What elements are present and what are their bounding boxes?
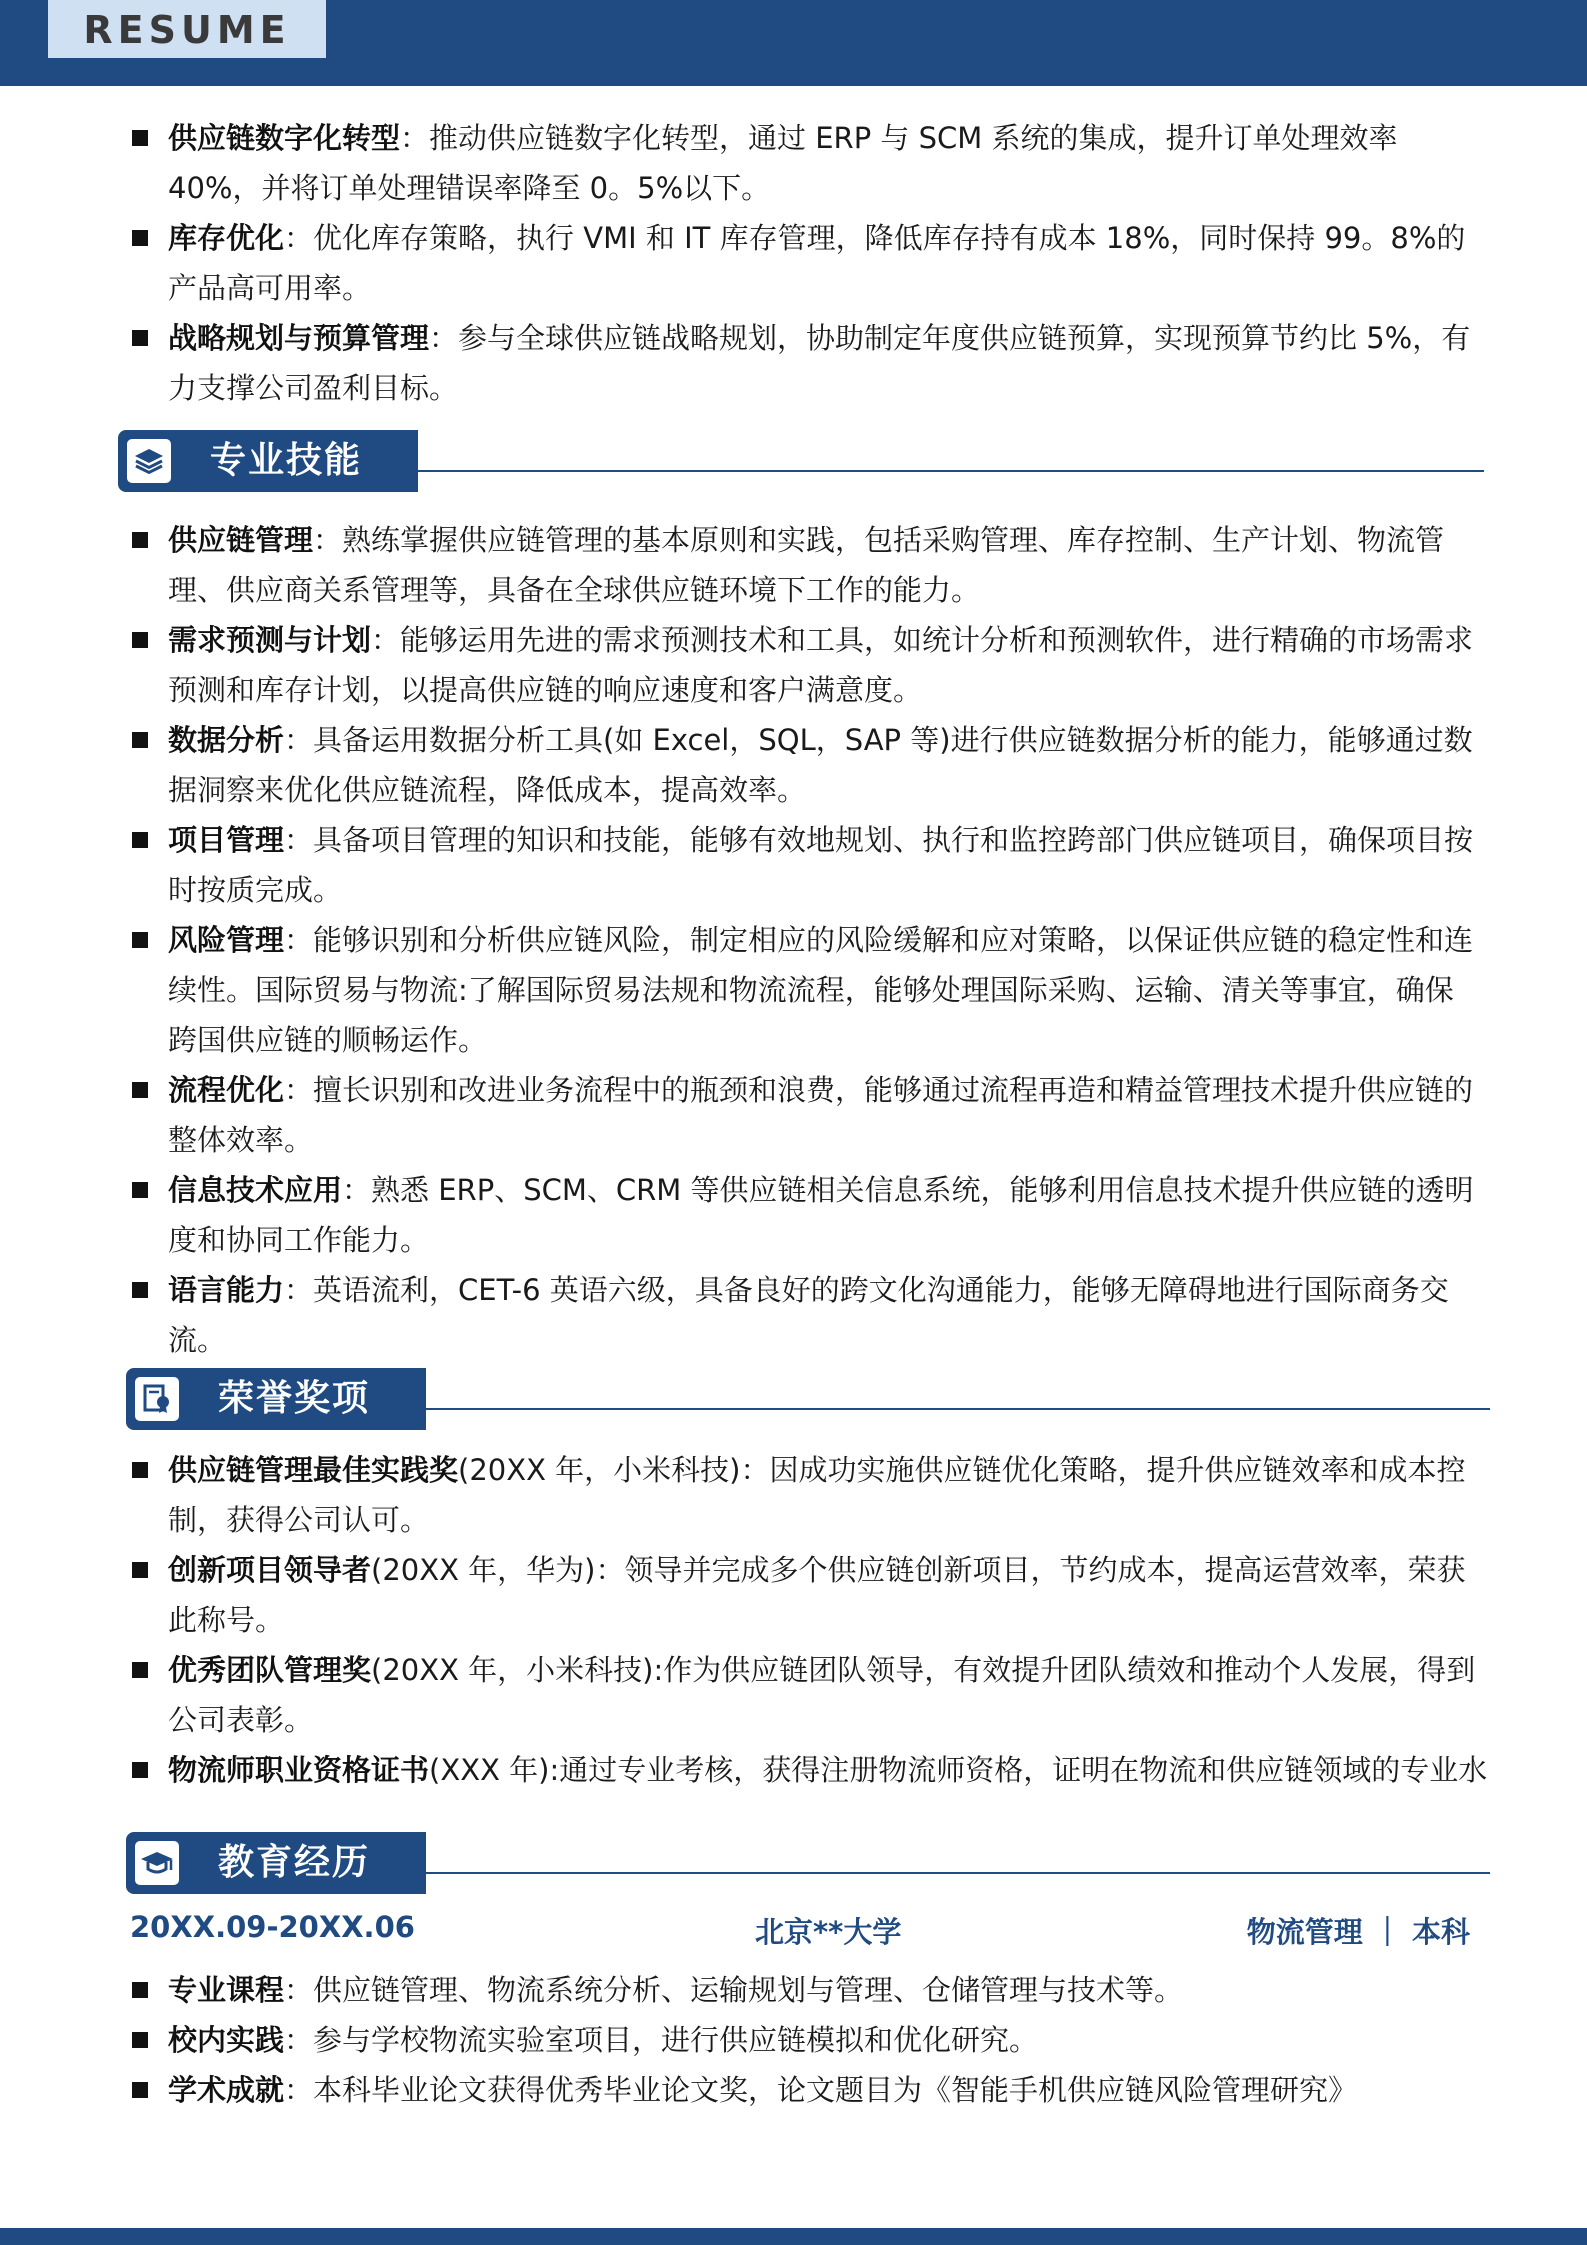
item-title: 专业课程 — [168, 1973, 285, 2007]
item-text: ：优化库存策略，执行 VMI 和 IT 库存管理，降低库存持有成本 18%，同时保持 99。8%的产品高可用率。 — [168, 221, 1466, 305]
education-list — [130, 1965, 1480, 2115]
list-item — [130, 1265, 1480, 1365]
section-title: 专业技能 — [210, 440, 363, 481]
item-title: 学术成就 — [168, 2073, 285, 2107]
item-text: ：熟练掌握供应链管理的基本原则和实践，包括采购管理、库存控制、生产计划、物流管理、供应商关系管理等，具备在全球供应链环境下工作的能力。 — [168, 523, 1445, 607]
item-text: (20XX 年，华为)：领导并完成多个供应链创新项目，节约成本，提高运营效率，荣获此称号。 — [168, 1553, 1466, 1637]
section-divider — [418, 470, 1484, 472]
bullet-square-icon — [132, 2082, 148, 2098]
item-title: 战略规划与预算管理 — [168, 321, 430, 355]
item-title: 流程优化 — [168, 1073, 285, 1107]
item-text: ：参与全球供应链战略规划，协助制定年度供应链预算，实现预算节约比 5%，有力支撑公司盈利目标。 — [168, 321, 1471, 405]
item-title: 物流师职业资格证书 — [168, 1753, 430, 1787]
item-text: ：本科毕业论文获得优秀毕业论文奖，论文题目为《智能手机供应链风险管理研究》 — [284, 2073, 1358, 2107]
item-title: 项目管理 — [168, 823, 285, 857]
bullet-square-icon — [132, 732, 148, 748]
bullet-square-icon — [132, 330, 148, 346]
list-item — [130, 715, 1480, 815]
honors-list — [130, 1445, 1488, 1795]
bullet-square-icon — [132, 932, 148, 948]
item-text: ：具备项目管理的知识和技能，能够有效地规划、执行和监控跨部门供应链项目，确保项目按时按质完成。 — [168, 823, 1474, 907]
list-item — [130, 2065, 1480, 2115]
list-item — [130, 1745, 1488, 1795]
list-item — [130, 1645, 1480, 1745]
section-title: 荣誉奖项 — [218, 1378, 371, 1419]
work-bullets — [130, 113, 1480, 413]
list-item — [130, 213, 1480, 313]
bullet-square-icon — [132, 1662, 148, 1678]
item-text: (20XX 年，小米科技):作为供应链团队领导，有效提升团队绩效和推动个人发展，得到公司表彰。 — [168, 1653, 1476, 1737]
item-title: 信息技术应用 — [168, 1173, 343, 1207]
list-item — [130, 1545, 1480, 1645]
bullet-square-icon — [132, 130, 148, 146]
item-title: 数据分析 — [168, 723, 285, 757]
item-text: (20XX 年，小米科技)：因成功实施供应链优化策略，提升供应链效率和成本控制，获得公司认可。 — [168, 1453, 1466, 1537]
bullet-square-icon — [132, 1282, 148, 1298]
bullet-square-icon — [132, 1762, 148, 1778]
item-title: 供应链管理 — [168, 523, 314, 557]
bullet-square-icon — [132, 1082, 148, 1098]
item-text: ：擅长识别和改进业务流程中的瓶颈和浪费，能够通过流程再造和精益管理技术提升供应链的整体效率。 — [168, 1073, 1474, 1157]
bullet-square-icon — [132, 2032, 148, 2048]
item-text: ：具备运用数据分析工具(如 Excel，SQL，SAP 等)进行供应链数据分析的能力，能够通过数据洞察来优化供应链流程，降低成本，提高效率。 — [168, 723, 1473, 807]
item-text: ：熟悉 ERP、SCM、CRM 等供应链相关信息系统，能够利用信息技术提升供应链的透明度和协同工作能力。 — [168, 1173, 1474, 1257]
section-divider — [426, 1408, 1490, 1410]
resume-label: RESUME — [48, 0, 326, 58]
certificate-icon — [132, 1374, 182, 1424]
item-title: 风险管理 — [168, 923, 285, 957]
bullet-square-icon — [132, 632, 148, 648]
list-item — [130, 915, 1480, 1065]
item-text: ：推动供应链数字化转型，通过 ERP 与 SCM 系统的集成，提升订单处理效率 40%，并将订单处理错误率降至 0。5%以下。 — [168, 121, 1398, 205]
bullet-square-icon — [132, 1462, 148, 1478]
bullet-square-icon — [132, 532, 148, 548]
list-item — [130, 815, 1480, 915]
list-item — [130, 515, 1480, 615]
item-title: 优秀团队管理奖 — [168, 1653, 372, 1687]
education-major-degree: 物流管理 ｜ 本科 — [1246, 1915, 1470, 1949]
education-school: 北京**大学 — [755, 1915, 902, 1949]
bullet-square-icon — [132, 1562, 148, 1578]
list-item — [130, 1165, 1480, 1265]
section-divider — [426, 1872, 1490, 1874]
bullet-square-icon — [132, 1182, 148, 1198]
section-tab — [118, 430, 418, 492]
item-text: ：英语流利，CET-6 英语六级，具备良好的跨文化沟通能力，能够无障碍地进行国际商务交流。 — [168, 1273, 1449, 1357]
item-title: 库存优化 — [168, 221, 285, 255]
list-item — [130, 2015, 1480, 2065]
section-header-education — [126, 1832, 1490, 1898]
section-header-skills — [118, 430, 1484, 496]
list-item — [130, 113, 1480, 213]
item-title: 供应链管理最佳实践奖 — [168, 1453, 459, 1487]
item-text: ：供应链管理、物流系统分析、运输规划与管理、仓储管理与技术等。 — [284, 1973, 1184, 2007]
item-title: 校内实践 — [168, 2023, 285, 2057]
list-item — [130, 1065, 1480, 1165]
list-item — [130, 1445, 1480, 1545]
skills-list — [130, 515, 1480, 1365]
top-banner — [0, 0, 1587, 86]
education-header-row — [130, 1910, 1470, 1954]
education-period: 20XX.09-20XX.06 — [130, 1910, 415, 1944]
item-text: ：能够运用先进的需求预测技术和工具，如统计分析和预测软件，进行精确的市场需求预测和库存计划，以提高供应链的响应速度和客户满意度。 — [168, 623, 1474, 707]
list-item — [130, 313, 1480, 413]
item-title: 需求预测与计划 — [168, 623, 372, 657]
list-item — [130, 615, 1480, 715]
bullet-square-icon — [132, 832, 148, 848]
item-text: ：参与学校物流实验室项目，进行供应链模拟和优化研究。 — [284, 2023, 1039, 2057]
bullet-square-icon — [132, 1982, 148, 1998]
bullet-square-icon — [132, 230, 148, 246]
section-tab — [126, 1832, 426, 1894]
layers-icon — [124, 436, 174, 486]
item-title: 供应链数字化转型 — [168, 121, 401, 155]
bottom-banner — [0, 2228, 1587, 2245]
section-header-honors — [126, 1368, 1490, 1434]
item-title: 创新项目领导者 — [168, 1553, 372, 1587]
item-text: (XXX 年):通过专业考核，获得注册物流师资格，证明在物流和供应链领域的专业水 — [429, 1753, 1488, 1787]
graduation-cap-icon — [132, 1838, 182, 1888]
section-title: 教育经历 — [218, 1842, 371, 1883]
item-text: ：能够识别和分析供应链风险，制定相应的风险缓解和应对策略，以保证供应链的稳定性和连续性。国际贸易与物流:了解国际贸易法规和物流流程，能够处理国际采购、运输、清关等事宜，确保跨国供应链的顺畅运作。 — [168, 923, 1474, 1057]
item-title: 语言能力 — [168, 1273, 285, 1307]
section-tab — [126, 1368, 426, 1430]
list-item — [130, 1965, 1480, 2015]
